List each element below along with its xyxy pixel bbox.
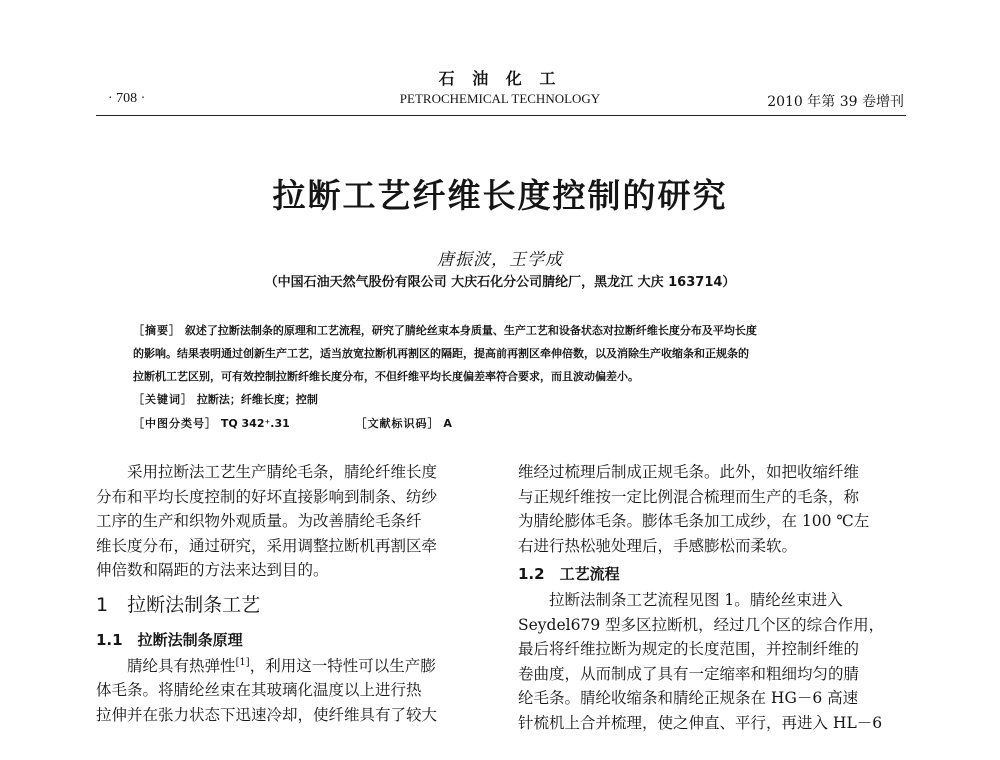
- keywords-label: ［关键词］: [133, 393, 193, 406]
- journal-name-en: PETROCHEMICAL TECHNOLOGY: [399, 91, 601, 106]
- issue-info: 2010 年第 39 卷增刊: [767, 94, 904, 110]
- paragraph-line: 卷曲度，从而制成了具有一定缩率和粗细均匀的腈: [518, 664, 860, 683]
- doc-code-label: ［文献标识码］: [355, 417, 440, 430]
- abstract-line: [133, 322, 757, 338]
- abstract-text: 叙述了拉断法制条的原理和工艺流程，研究了腈纶丝束本身质量、生产工艺和设备状态对拉断纤维长度分布及平均长度: [184, 324, 757, 337]
- paragraph-line: 拉伸并在张力状态下迅速冷却，使纤维具有了较大: [96, 705, 438, 724]
- page-number: · 708 ·: [108, 91, 146, 106]
- abstract-line: 的影响。结果表明通过创新生产工艺，适当放宽拉断机再割区的隔距，提高前再割区牵伸倍数，以及消除生产收缩条和正规条的: [133, 347, 749, 360]
- paragraph-line: 右进行热松驰处理后，手感膨松而柔软。: [518, 536, 798, 555]
- paragraph-line: 与正规纤维按一定比例混合梳理而生产的毛条，称: [518, 487, 860, 506]
- doc-code-value: A: [443, 417, 452, 430]
- paragraph-line: 维经过梳理后制成正规毛条。此外，如把收缩纤维: [518, 463, 860, 481]
- subsection-heading: 1.2 工艺流程: [518, 565, 620, 583]
- paragraph-line: 为腈纶膨体毛条。膨体毛条加工成纱，在 100 ℃左: [518, 512, 870, 530]
- class-value: TQ 342⁺.31: [220, 417, 290, 430]
- class-label: ［中图分类号］: [133, 417, 217, 430]
- paragraph-text: 腈纶具有热弹性: [127, 656, 236, 675]
- paragraph-line: 针梳机上合并梳理，使之伸直、平行，再进入 HL－6: [518, 713, 883, 732]
- author-affiliation: （中国石油天然气股份有限公司 大庆石化分公司腈纶厂，黑龙江 大庆 163714）: [264, 275, 736, 290]
- section-heading: 1 拉断法制条工艺: [96, 593, 261, 616]
- paragraph-line: [96, 654, 488, 679]
- paragraph-line: 纶毛条。腈纶收缩条和腈纶正规条在 HG－6 高速: [518, 689, 859, 707]
- paragraph-line: 工序的生产和织物外观质量。为改善腈纶毛条纤: [96, 512, 422, 530]
- keywords-text: 拉断法；纤维长度；控制: [196, 393, 318, 406]
- classification-line: [133, 415, 452, 431]
- keywords-line: [133, 391, 318, 407]
- paragraph-line: 采用拉断法工艺生产腈纶毛条，腈纶纤维长度: [127, 463, 438, 481]
- paragraph-line: 体毛条。将腈纶丝束在其玻璃化温度以上进行热: [96, 681, 422, 699]
- paragraph-line: Seydel679 型多区拉断机，经过几个区的综合作用，: [518, 615, 885, 634]
- paragraph-text: ，利用这一特性可以生产膨: [249, 656, 436, 675]
- subsection-heading: 1.1 拉断法制条原理: [96, 630, 243, 649]
- header-rule: [96, 115, 906, 116]
- paragraph-line: 拉断法制条工艺流程见图 1。腈纶丝束进入: [549, 591, 843, 609]
- body-column-right: [518, 460, 910, 735]
- article-authors: 唐振波，王学成: [437, 250, 563, 270]
- paragraph-line: 分布和平均长度控制的好坏直接影响到制条、纺纱: [96, 487, 438, 506]
- article-title: 拉断工艺纤维长度控制的研究: [272, 176, 728, 215]
- paragraph-line: 最后将纤维拉断为规定的长度范围，并控制纤维的: [518, 640, 860, 658]
- journal-name-cn: 石 油 化 工: [438, 69, 562, 88]
- paragraph-line: 维长度分布，通过研究，采用调整拉断机再割区牵: [96, 536, 438, 555]
- citation-ref: [1]: [235, 656, 250, 668]
- body-column-left: [96, 460, 488, 727]
- abstract-line: 拉断机工艺区别，可有效控制拉断纤维长度分布，不但纤维平均长度偏差率符合要求，而且波动偏差小。: [133, 370, 639, 383]
- abstract-label: ［摘要］: [133, 324, 181, 337]
- paragraph-line: 伸倍数和隔距的方法来达到目的。: [96, 561, 329, 579]
